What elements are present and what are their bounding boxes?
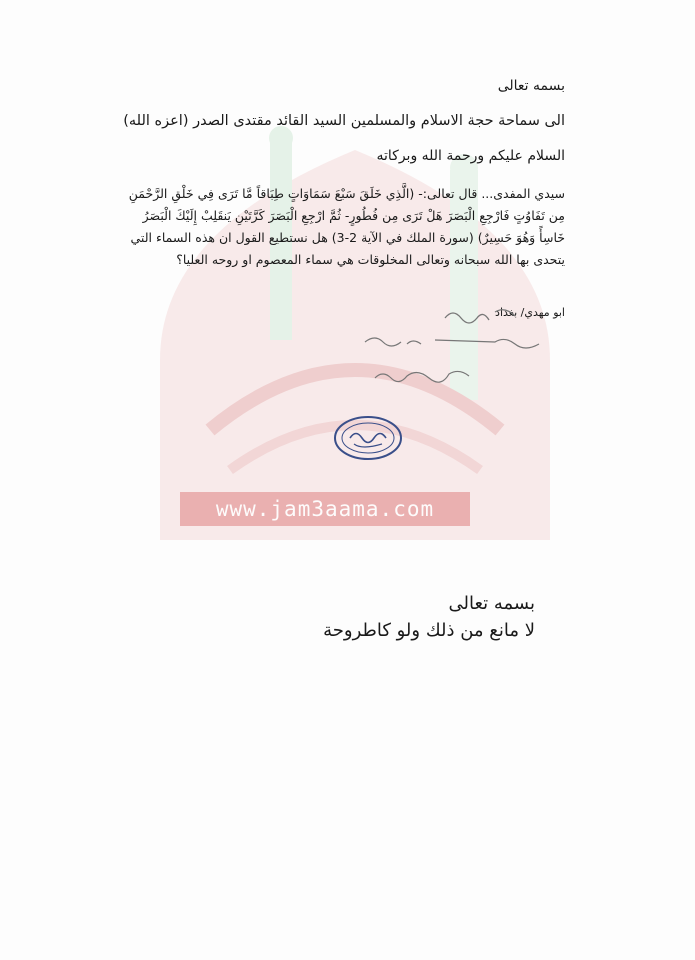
letter-signature: ابو مهدي/ بغداد xyxy=(495,306,565,319)
handwritten-reply xyxy=(345,300,575,395)
letter-salutation: السلام عليكم ورحمة الله وبركاته xyxy=(376,148,565,164)
letter-body: سيدي المفدى... قال تعالى:- (الَّذِي خَلَقَ سَبْعَ سَمَاوَاتٍ طِبَاقاً مَّا تَرَى فِي خَلْقِ الرَّحْمَنِ مِن تَفَاوُتٍ فَارْجِعِ الْبَصَرَ هَلْ تَرَى مِن فُطُورٍ- ثُمَّ ارْجِعِ الْبَصَرَ كَرَّتَيْنِ يَنقَلِبْ إِلَيْكَ الْبَصَرُ خَاسِأً وَهُوَ حَسِيرٌ) (سورة الملك في الآية 2-3) هل نستطيع القول ان هذه السماء التي يتحدى بها الله سبحانه وتعالى المخلوقات هي سماء المعصوم او روحه العليا؟ xyxy=(128,186,565,267)
letter-greeting: بسمه تعالى xyxy=(497,78,565,94)
reply-line-1: بسمه تعالى xyxy=(448,593,535,614)
letter-addressee: الى سماحة حجة الاسلام والمسلمين السيد القائد مقتدى الصدر (اعزه الله) xyxy=(123,113,565,129)
reply-line-2: لا مانع من ذلك ولو كاطروحة xyxy=(323,620,535,641)
watermark-url: www.jam3aama.com xyxy=(180,492,470,526)
official-seal-icon xyxy=(332,414,404,462)
